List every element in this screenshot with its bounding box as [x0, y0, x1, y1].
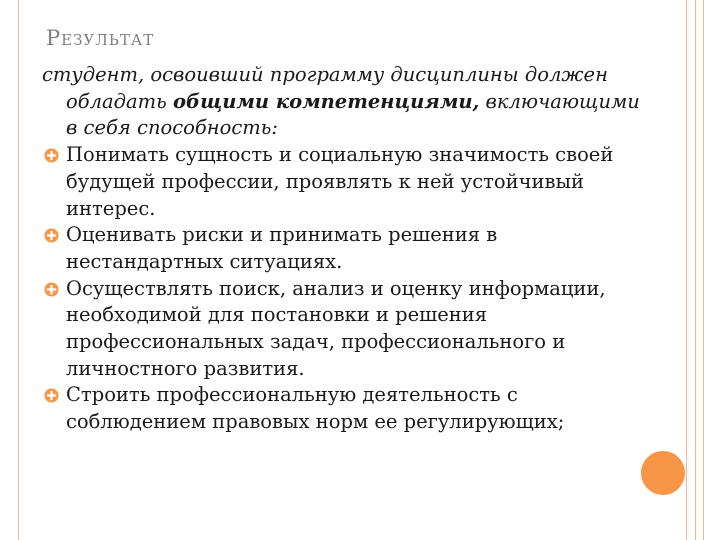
list-item — [42, 276, 642, 383]
decorative-rail-left — [18, 0, 19, 540]
list-item — [42, 142, 642, 222]
decorative-rail-right-1 — [686, 0, 687, 540]
bullet-icon — [44, 282, 59, 297]
intro-paragraph — [42, 62, 642, 142]
bullet-icon — [44, 228, 59, 243]
bullet-list — [42, 142, 642, 436]
bullet-text: Осуществлять поиск, анализ и оценку информации, необходимой для постановки и решения профессиональных задач, профессионального и личностного развития. — [66, 276, 606, 380]
list-item — [42, 222, 642, 275]
intro-text-bold: общими компетенциями, — [172, 89, 480, 113]
decorative-rail-right-3 — [703, 0, 704, 540]
corner-circle-decoration — [641, 451, 685, 495]
bullet-icon — [44, 388, 59, 403]
slide-body — [42, 62, 642, 436]
list-item — [42, 382, 642, 435]
intro-text-start: студент, освоивший программу дисциплины должен обладать — [42, 63, 608, 113]
bullet-text: Понимать сущность и социальную значимость своей будущей профессии, проявлять к ней устойчивый интерес. — [66, 143, 614, 220]
decorative-rail-right-2 — [695, 0, 696, 540]
slide-title: Результат — [46, 26, 155, 50]
bullet-icon — [44, 148, 59, 163]
bullet-text: Оценивать риски и принимать решения в нестандартных ситуациях. — [66, 223, 498, 273]
intro-text-end: включающими в себя способность: — [66, 89, 640, 140]
bullet-text: Строить профессиональную деятельность с соблюдением правовых норм ее регулирующих; — [66, 383, 565, 434]
